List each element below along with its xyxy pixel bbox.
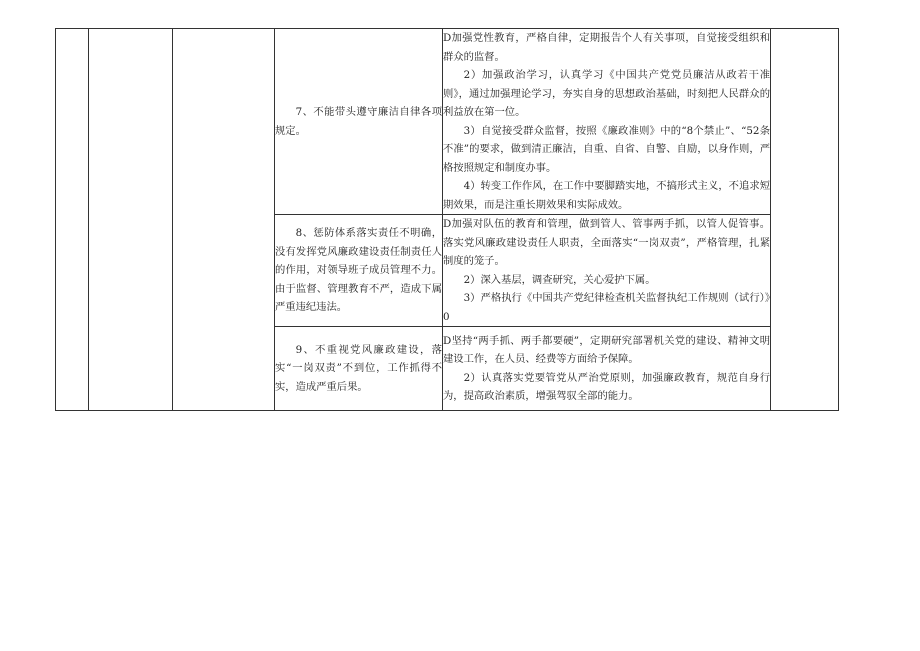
risk-text: 7、不能带头遵守廉洁自律各项规定。 xyxy=(275,106,442,137)
measure-item: 2）深入基层，调查研究，关心爱护下属。 xyxy=(463,273,656,286)
measure-item: 3）自觉接受群众监督，按照《廉政准则》中的“8个禁止”、“52条不准”的要求，做到清正廉洁，自重、自省、自警、自励，以身作则，严格按照规定和制度办事。 xyxy=(443,124,770,174)
table-row xyxy=(56,29,839,215)
measure-item: 2）加强政治学习，认真学习《中国共产党党员廉洁从政若干准则》，通过加强理论学习，夯实自身的思想政治基础，时刻把人民群众的利益放在第一位。 xyxy=(443,69,770,118)
risk-text: 9、不重视党风廉政建设，落实“一岗双责”不到位，工作抓得不实，造成严重后果。 xyxy=(275,343,442,393)
measure-item: D加强党性教育，严格自律，定期报告个人有关事项，自觉接受组织和群众的监督。 xyxy=(443,32,770,63)
measure-item: D加强对队伍的教育和管理，做到管人、管事两手抓，以管人促管事。落实党风廉政建设责任人职责，全面落实“一岗双责”，严格管理，扎紧制度的笼子。 xyxy=(443,218,770,267)
risk-point-cell xyxy=(275,29,443,215)
blank-cell xyxy=(89,29,173,411)
risk-point-cell xyxy=(275,327,443,411)
measure-item: 2）认真落实党要管党从严治党原则，加强廉政教育，规范自身行为，提高政治素质，增强驾驭全部的能力。 xyxy=(443,371,770,402)
measures-cell xyxy=(443,215,771,327)
blank-cell xyxy=(173,29,275,411)
measure-item: D坚持“两手抓、两手都要硬”，定期研究部署机关党的建设、精神文明建设工作，在人员、经费等方面给予保障。 xyxy=(443,334,770,365)
blank-cell xyxy=(771,29,839,411)
risk-point-cell xyxy=(275,215,443,327)
blank-cell xyxy=(56,29,89,411)
measures-cell xyxy=(443,29,771,215)
measures-cell xyxy=(443,327,771,411)
risk-table xyxy=(55,28,839,411)
measure-item: 3）严格执行《中国共产党纪律检查机关监督执纪工作规则（试行）》0 xyxy=(443,292,770,323)
measure-item: 4）转变工作作风，在工作中要脚踏实地，不搞形式主义，不追求短期效果，而是注重长期效果和实际成效。 xyxy=(443,180,770,211)
risk-text: 8、惩防体系落实责任不明确，没有发挥党风廉政建设责任制责任人的作用，对领导班子成员管理不力。由于监督、管理教育不严，造成下属严重违纪违法。 xyxy=(275,227,442,314)
